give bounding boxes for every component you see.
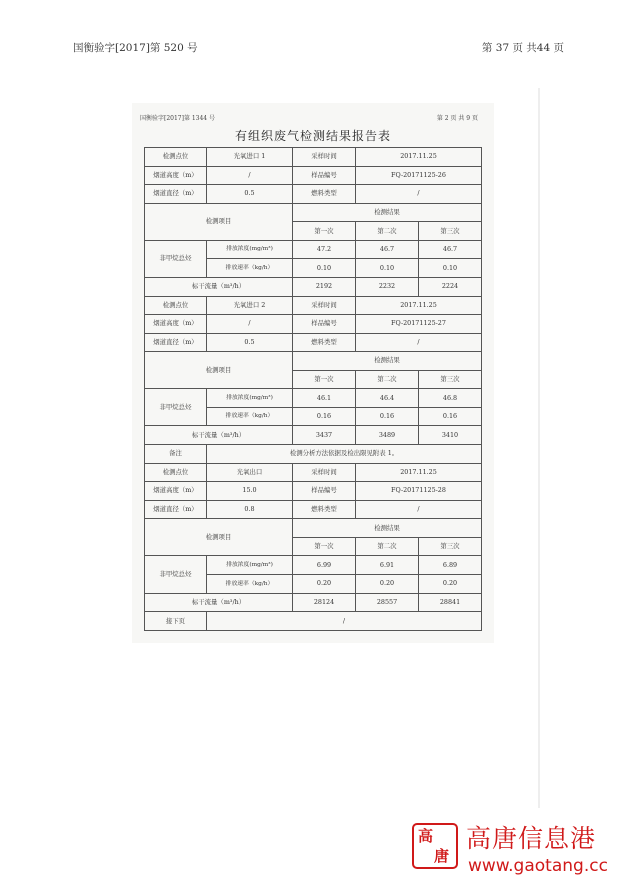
label-remark: 备注 — [145, 445, 207, 464]
label-result: 检测结果 — [293, 519, 482, 538]
flow-run3: 2224 — [419, 277, 482, 296]
label-next-page: 接下页 — [145, 612, 207, 631]
conc-run3: 6.89 — [419, 556, 482, 575]
flow-run2: 2232 — [356, 277, 419, 296]
table-row — [145, 463, 482, 482]
flow-run1: 28124 — [293, 593, 356, 612]
rate-run3: 0.10 — [419, 259, 482, 278]
table-row — [145, 352, 482, 371]
sample-no-value: FQ-20171125-26 — [356, 166, 482, 185]
label-sample-no: 样品编号 — [293, 166, 356, 185]
label-conc: 排放浓度(mg/m³) — [207, 556, 293, 575]
label-diameter: 烟道直径（m） — [145, 185, 207, 204]
flow-run1: 3437 — [293, 426, 356, 445]
label-item: 检测项目 — [145, 203, 293, 240]
label-run1: 第一次 — [293, 370, 356, 389]
next-page-value: / — [207, 612, 482, 631]
label-pollutant: 非甲烷总烃 — [145, 556, 207, 593]
gaotang-logo — [412, 823, 636, 881]
label-flow: 标干流量（m³/h） — [145, 426, 293, 445]
logo-mark-char-top: 高 — [418, 827, 434, 845]
sample-time-value: 2017.11.25 — [356, 148, 482, 167]
label-point: 检测点位 — [145, 463, 207, 482]
table-row — [145, 612, 482, 631]
label-item: 检测项目 — [145, 519, 293, 556]
label-sample-no: 样品编号 — [293, 315, 356, 334]
rate-run1: 0.16 — [293, 407, 356, 426]
label-fuel: 燃料类型 — [293, 333, 356, 352]
inner-page-number: 第 2 页 共 9 页 — [436, 115, 478, 122]
flow-run2: 28557 — [356, 593, 419, 612]
label-run3: 第三次 — [419, 370, 482, 389]
logo-site-url: www.gaotang.cc — [468, 856, 608, 876]
label-sample-time: 采样时间 — [293, 148, 356, 167]
sample-no-value: FQ-20171125-28 — [356, 482, 482, 501]
label-fuel: 燃料类型 — [293, 500, 356, 519]
label-run1: 第一次 — [293, 537, 356, 556]
table-row — [145, 426, 482, 445]
label-conc: 排放浓度(mg/m³) — [207, 389, 293, 408]
point-value: 光氧进口 2 — [207, 296, 293, 315]
table-row — [145, 296, 482, 315]
label-rate: 排放速率（kg/h） — [207, 574, 293, 593]
table-row — [145, 500, 482, 519]
table-row — [145, 277, 482, 296]
rate-run3: 0.16 — [419, 407, 482, 426]
logo-mark-icon — [412, 823, 458, 869]
conc-run2: 6.91 — [356, 556, 419, 575]
height-value: 15.0 — [207, 482, 293, 501]
label-pollutant: 非甲烷总烃 — [145, 240, 207, 277]
table-row — [145, 519, 482, 538]
table-row — [145, 185, 482, 204]
height-value: / — [207, 315, 293, 334]
sample-time-value: 2017.11.25 — [356, 296, 482, 315]
scanned-report-page — [132, 103, 494, 643]
table-row — [145, 482, 482, 501]
scan-edge-shadow — [538, 88, 540, 808]
flow-run3: 28841 — [419, 593, 482, 612]
table-row — [145, 315, 482, 334]
label-height: 烟道高度（m） — [145, 166, 207, 185]
logo-site-name: 高唐信息港 — [466, 824, 597, 853]
conc-run1: 47.2 — [293, 240, 356, 259]
label-result: 检测结果 — [293, 203, 482, 222]
sample-time-value: 2017.11.25 — [356, 463, 482, 482]
table-row — [145, 148, 482, 167]
fuel-value: / — [356, 185, 482, 204]
point-value: 光氧进口 1 — [207, 148, 293, 167]
height-value: / — [207, 166, 293, 185]
rate-run2: 0.16 — [356, 407, 419, 426]
label-pollutant: 非甲烷总烃 — [145, 389, 207, 426]
exhaust-gas-results-table — [144, 147, 482, 631]
flow-run1: 2192 — [293, 277, 356, 296]
table-row — [145, 203, 482, 222]
rate-run2: 0.20 — [356, 574, 419, 593]
conc-run1: 6.99 — [293, 556, 356, 575]
table-row — [145, 445, 482, 464]
table-row — [145, 240, 482, 259]
label-rate: 排放速率（kg/h） — [207, 259, 293, 278]
label-point: 检测点位 — [145, 296, 207, 315]
rate-run3: 0.20 — [419, 574, 482, 593]
table-row — [145, 166, 482, 185]
label-sample-time: 采样时间 — [293, 463, 356, 482]
label-item: 检测项目 — [145, 352, 293, 389]
diameter-value: 0.5 — [207, 185, 293, 204]
diameter-value: 0.5 — [207, 333, 293, 352]
label-rate: 排放速率（kg/h） — [207, 407, 293, 426]
label-height: 烟道高度（m） — [145, 482, 207, 501]
outer-report-number: 国衡验字[2017]第 520 号 — [73, 42, 198, 54]
fuel-value: / — [356, 500, 482, 519]
label-run2: 第二次 — [356, 370, 419, 389]
label-flow: 标干流量（m³/h） — [145, 593, 293, 612]
conc-run2: 46.7 — [356, 240, 419, 259]
fuel-value: / — [356, 333, 482, 352]
label-run3: 第三次 — [419, 222, 482, 241]
report-title: 有组织废气检测结果报告表 — [234, 129, 391, 143]
label-run1: 第一次 — [293, 222, 356, 241]
table-row — [145, 593, 482, 612]
label-run3: 第三次 — [419, 537, 482, 556]
label-height: 烟道高度（m） — [145, 315, 207, 334]
table-row — [145, 556, 482, 575]
label-sample-no: 样品编号 — [293, 482, 356, 501]
label-flow: 标干流量（m³/h） — [145, 277, 293, 296]
conc-run3: 46.8 — [419, 389, 482, 408]
label-run2: 第二次 — [356, 222, 419, 241]
conc-run2: 46.4 — [356, 389, 419, 408]
remark-text: 检测分析方法依据及检出限见附表 1。 — [207, 445, 482, 464]
rate-run1: 0.20 — [293, 574, 356, 593]
table-row — [145, 333, 482, 352]
rate-run1: 0.10 — [293, 259, 356, 278]
sample-no-value: FQ-20171125-27 — [356, 315, 482, 334]
label-conc: 排放浓度(mg/m³) — [207, 240, 293, 259]
conc-run1: 46.1 — [293, 389, 356, 408]
inner-report-number: 国衡验字[2017]第 1344 号 — [140, 115, 216, 122]
diameter-value: 0.8 — [207, 500, 293, 519]
flow-run2: 3489 — [356, 426, 419, 445]
table-row — [145, 389, 482, 408]
label-result: 检测结果 — [293, 352, 482, 371]
logo-mark-char-bottom: 唐 — [434, 847, 450, 865]
label-fuel: 燃料类型 — [293, 185, 356, 204]
point-value: 光氧出口 — [207, 463, 293, 482]
conc-run3: 46.7 — [419, 240, 482, 259]
rate-run2: 0.10 — [356, 259, 419, 278]
label-diameter: 烟道直径（m） — [145, 500, 207, 519]
label-run2: 第二次 — [356, 537, 419, 556]
label-point: 检测点位 — [145, 148, 207, 167]
label-sample-time: 采样时间 — [293, 296, 356, 315]
flow-run3: 3410 — [419, 426, 482, 445]
outer-page-number: 第 37 页 共44 页 — [481, 42, 564, 54]
label-diameter: 烟道直径（m） — [145, 333, 207, 352]
